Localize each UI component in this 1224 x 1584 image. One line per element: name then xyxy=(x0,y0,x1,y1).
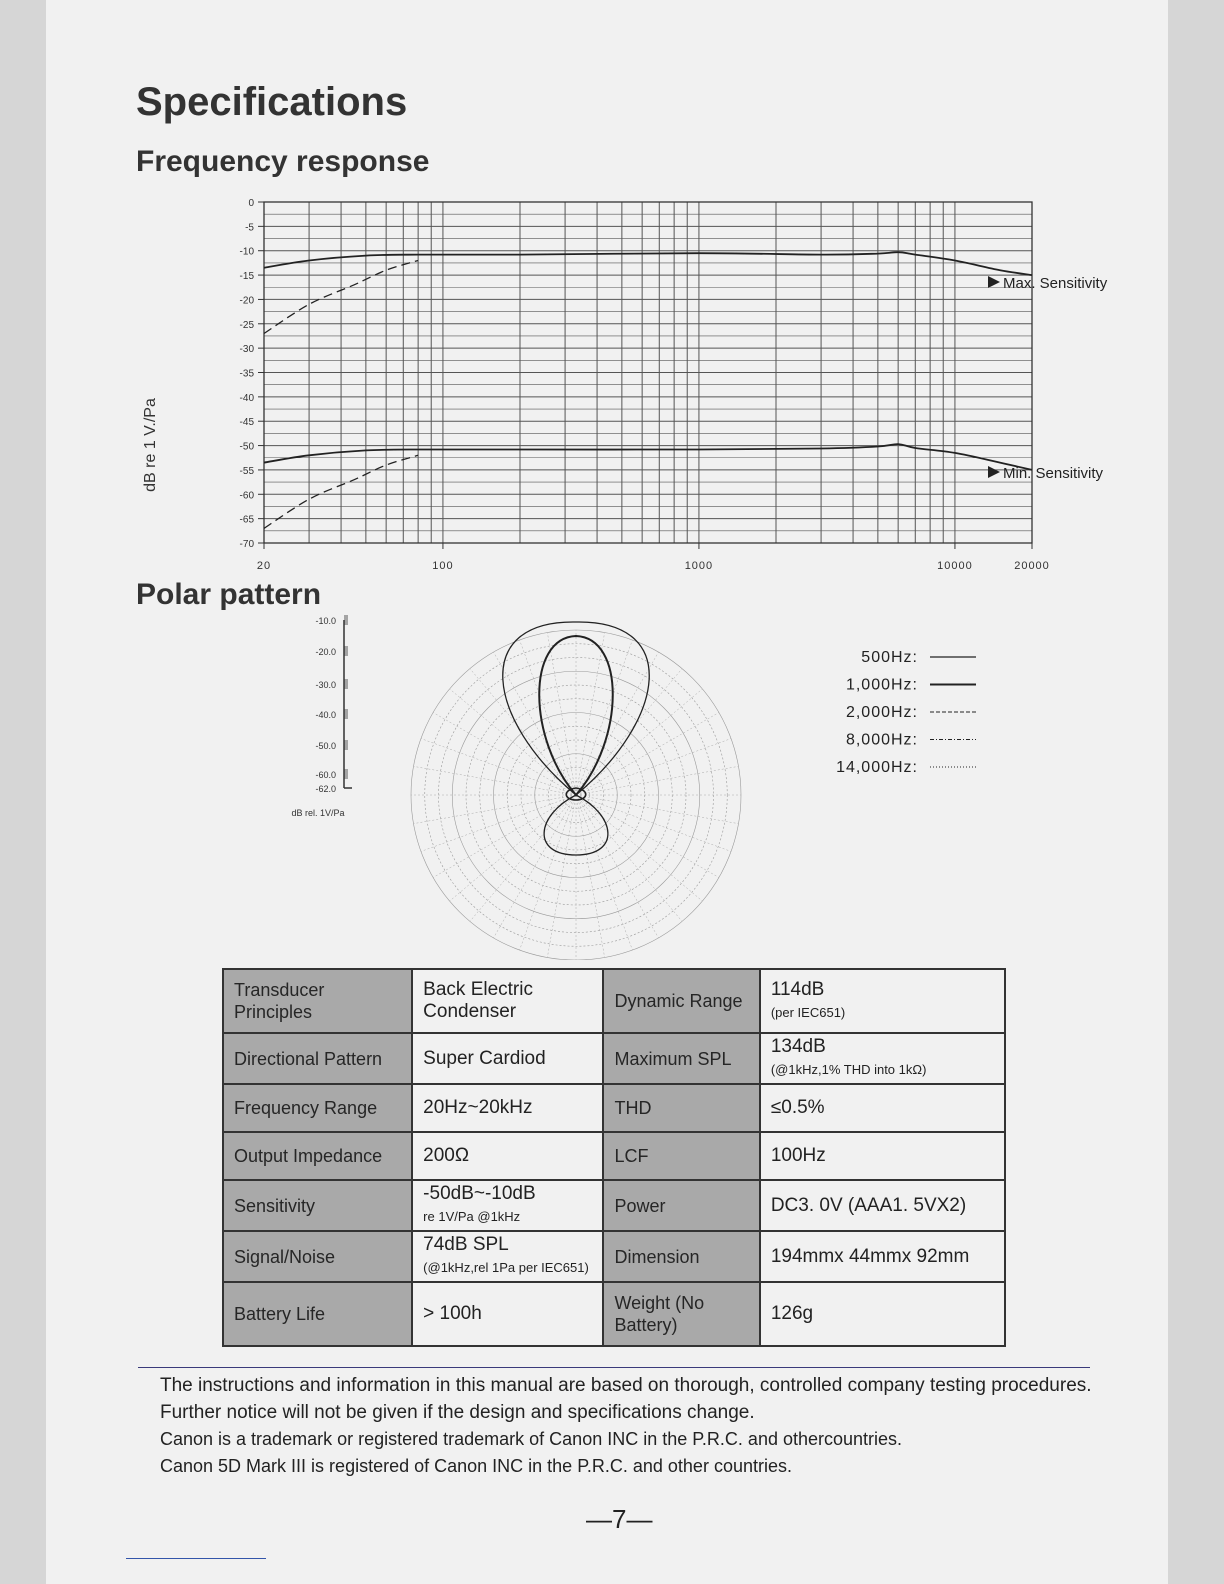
spec-label-text: Sensitivity xyxy=(234,1195,316,1216)
spec-label-text: Weight (No Battery) xyxy=(614,1293,705,1335)
spec-label xyxy=(603,1084,759,1132)
max-sensitivity-label: Max. Sensitivity xyxy=(1003,275,1108,292)
spec-label xyxy=(223,1231,412,1282)
manual-page xyxy=(46,0,1168,1584)
y-tick-label: -15 xyxy=(239,271,254,283)
spec-label xyxy=(223,1132,412,1180)
frequency-response-chart xyxy=(126,185,1126,580)
y-tick-label: -65 xyxy=(239,514,254,526)
spec-label-text: LCF xyxy=(614,1146,649,1166)
spec-value xyxy=(760,1033,1005,1084)
legend-label: 14,000Hz: xyxy=(836,759,918,776)
footer-disclaimer: The instructions and information in this manual are based on thorough, controlled company testing procedures. Further notice will not be given if the design and specifications change. xyxy=(160,1375,1092,1423)
spec-value-text: 126g xyxy=(770,1303,814,1324)
spec-value xyxy=(760,1282,1005,1346)
db-scale-label: -62.0 xyxy=(315,784,336,794)
spec-label-text: Frequency Range xyxy=(234,1098,378,1118)
spec-value xyxy=(412,1231,603,1282)
legend-label: 500Hz: xyxy=(861,649,918,666)
spec-label-text: Dimension xyxy=(614,1246,700,1267)
spec-label-text: Directional Pattern xyxy=(234,1048,383,1069)
y-tick-label: -60 xyxy=(239,490,254,502)
db-scale-unit: dB rel. 1V/Pa xyxy=(291,808,345,818)
y-tick-label: -40 xyxy=(239,392,254,404)
spec-value xyxy=(760,1084,1005,1132)
spec-value xyxy=(412,1132,603,1180)
footer-notes xyxy=(160,1372,1100,1480)
spec-value-text: 100Hz xyxy=(770,1145,826,1166)
spec-value xyxy=(412,1033,603,1084)
spec-value-text: 134dB xyxy=(770,1036,826,1057)
max-arrow-icon xyxy=(988,276,1000,288)
spec-value-text: 20Hz~20kHz xyxy=(423,1097,533,1118)
spec-value-text: Back Electric Condenser xyxy=(423,979,533,1022)
spec-label xyxy=(603,969,759,1033)
db-scale-label: -40.0 xyxy=(315,710,336,720)
spec-label xyxy=(223,969,412,1033)
footer-trademark-2: Canon 5D Mark III is registered of Canon INC in the P.R.C. and other countries. xyxy=(160,1456,792,1476)
spec-row xyxy=(223,1033,1005,1084)
y-tick-label: -10 xyxy=(239,246,254,258)
min-arrow-icon xyxy=(988,466,1000,478)
spec-label-text: Output Impedance xyxy=(234,1146,383,1166)
spec-value xyxy=(412,1282,603,1346)
spec-note: (@1kHz,rel 1Pa per IEC651) xyxy=(423,1260,589,1275)
spec-value xyxy=(412,969,603,1033)
spec-value-text: 194mmx 44mmx 92mm xyxy=(770,1245,970,1267)
db-scale-label: -20.0 xyxy=(315,647,336,657)
series-max-sensitivity xyxy=(264,252,1032,275)
spec-label xyxy=(223,1084,412,1132)
x-tick-labels xyxy=(257,543,1050,572)
spec-label xyxy=(603,1231,759,1282)
polar-pattern-chart xyxy=(266,610,986,960)
x-tick-label: 10000 xyxy=(937,560,973,572)
spec-value xyxy=(760,1180,1005,1231)
spec-row xyxy=(223,1231,1005,1282)
db-scale-label: -50.0 xyxy=(315,741,336,751)
x-tick-label: 20 xyxy=(256,560,272,572)
spec-value xyxy=(760,1231,1005,1282)
chart-series xyxy=(264,252,1032,528)
page-title: Specifications xyxy=(136,80,408,124)
y-tick-label: -70 xyxy=(239,539,254,550)
frequency-response-heading: Frequency response xyxy=(136,145,430,178)
spec-row xyxy=(223,969,1005,1033)
y-tick-label: -45 xyxy=(239,417,254,429)
spec-value-text: 114dB xyxy=(770,978,825,1000)
db-scale-label: -60.0 xyxy=(315,770,336,780)
spec-label xyxy=(603,1033,759,1084)
spec-label-text: Battery Life xyxy=(234,1304,326,1324)
spec-value xyxy=(412,1180,603,1231)
spec-row xyxy=(223,1084,1005,1132)
db-scale-label: -10.0 xyxy=(315,616,336,626)
db-scale-label: -30.0 xyxy=(315,680,336,690)
spec-value-text: ≤0.5% xyxy=(770,1097,825,1118)
footer-divider xyxy=(138,1367,1090,1368)
spec-label-text: Power xyxy=(614,1195,666,1216)
spec-row xyxy=(223,1282,1005,1346)
spec-row xyxy=(223,1132,1005,1180)
page-number: —7— xyxy=(586,1504,653,1534)
series-min-sensitivity xyxy=(264,444,1032,470)
spec-value-text: Super Cardiod xyxy=(423,1047,546,1069)
y-tick-label: -30 xyxy=(239,344,254,356)
y-tick-label: -35 xyxy=(239,368,254,380)
polar-legend xyxy=(836,649,976,776)
spec-label xyxy=(603,1180,759,1231)
legend-label: 1,000Hz: xyxy=(845,676,918,694)
spec-value-text: 74dB SPL xyxy=(423,1234,509,1255)
bottom-link-underline xyxy=(126,1558,266,1559)
spec-label-text: Signal/Noise xyxy=(234,1246,336,1267)
y-tick-label: 0 xyxy=(248,198,254,209)
y-tick-labels xyxy=(240,198,264,550)
y-tick-label: -55 xyxy=(239,465,254,477)
spec-value xyxy=(760,969,1005,1033)
spec-row xyxy=(223,1180,1005,1231)
x-tick-label: 1000 xyxy=(684,560,714,572)
spec-label xyxy=(223,1180,412,1231)
y-tick-label: -5 xyxy=(245,222,254,234)
spec-note: (per IEC651) xyxy=(770,1004,846,1020)
spec-label-text: Dynamic Range xyxy=(614,991,743,1011)
spec-label-text: THD xyxy=(614,1098,652,1118)
spec-value xyxy=(412,1084,603,1132)
y-tick-label: -25 xyxy=(239,319,254,331)
footer-trademark-1: Canon is a trademark or registered trademark of Canon INC in the P.R.C. and othercountries. xyxy=(160,1429,903,1449)
x-tick-label: 20000 xyxy=(1014,560,1050,572)
max-sensitivity-marker xyxy=(988,275,1108,292)
spec-value-text: DC3. 0V (AAA1. 5VX2) xyxy=(770,1194,967,1216)
spec-value-text: > 100h xyxy=(423,1303,482,1324)
x-tick-label: 100 xyxy=(432,560,454,572)
spec-label-text: Maximum SPL xyxy=(614,1048,732,1069)
spec-label xyxy=(223,1033,412,1084)
spec-value xyxy=(760,1132,1005,1180)
db-scale xyxy=(291,616,352,818)
y-tick-label: -50 xyxy=(239,441,254,453)
spec-label xyxy=(603,1282,759,1346)
specifications-table xyxy=(222,968,1006,1347)
min-sensitivity-label: Min. Sensitivity xyxy=(1003,465,1104,482)
min-sensitivity-marker xyxy=(988,465,1104,482)
y-axis-label: dB re 1 V./Pa xyxy=(142,398,159,492)
spec-label-text: Transducer Principles xyxy=(234,980,325,1022)
legend-label: 2,000Hz: xyxy=(845,704,918,721)
legend-label: 8,000Hz: xyxy=(845,731,918,749)
spec-value-text: 200Ω xyxy=(423,1145,470,1166)
spec-label xyxy=(603,1132,759,1180)
spec-note: re 1V/Pa @1kHz xyxy=(423,1209,521,1224)
y-tick-label: -20 xyxy=(239,295,254,307)
spec-value-text: -50dB~-10dB xyxy=(423,1183,536,1204)
polar-pattern-heading: Polar pattern xyxy=(136,578,322,611)
spec-label xyxy=(223,1282,412,1346)
spec-note: (@1kHz,1% THD into 1kΩ) xyxy=(770,1062,927,1077)
